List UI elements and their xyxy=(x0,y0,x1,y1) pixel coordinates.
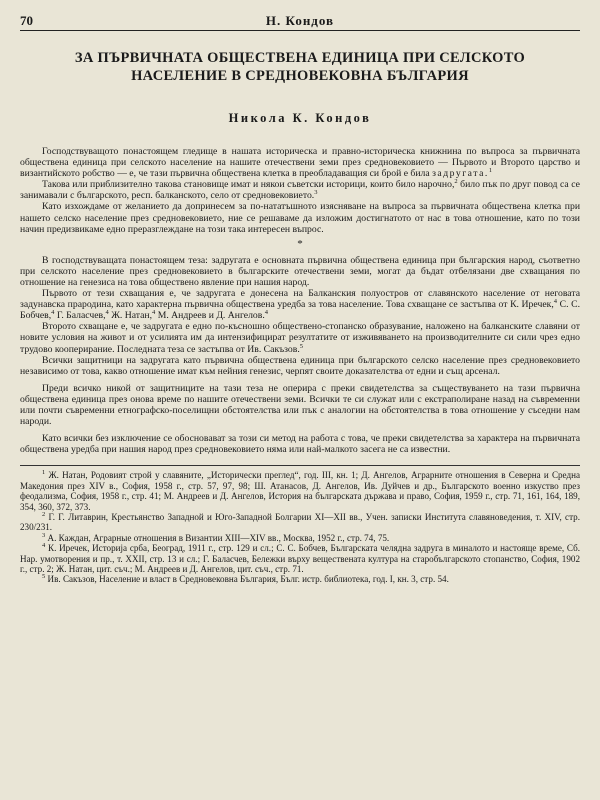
article-title-line-1: ЗА ПЪРВИЧНАТА ОБЩЕСТВЕНА ЕДИНИЦА ПРИ СЕЛСКОТО xyxy=(74,50,526,66)
paragraph-1: Господствуващото понастоящем гледище в нашата историческа и правно-историческа книжнина по въпроса за първичната обществена единица при селското население на нашите отечествени земи през средновековието — Първото и Второто царство и византийското робство — е, че тази първична обществена клетка в преобладаващия си брой е била задругата.$^1$ xyxy=(20,146,580,180)
footnote-ref: 4 xyxy=(51,308,55,316)
paragraph-2: Такова или приблизително такова становище имат и някои съветски историци, които било нарочно,$^2$ било пък по друг повод са се занимавали с българското, респ. балканското, село от средновековието.$^3$ xyxy=(20,178,580,202)
footnote-mark: 2 xyxy=(42,510,46,518)
article-title xyxy=(50,49,550,85)
footnote-ref: 4 xyxy=(105,308,109,316)
footnote-mark: 3 xyxy=(42,531,46,539)
paragraph-8: Преди всичко никой от защитниците на тази теза не оперира с преки свидетелства за съществуването на тази първична обществена единица през онова време по нашите отечествени земи. Всички те си служат или с екстраполиране назад на съвременни или почти съвременни етнографско-поселищни обстоятелства или пък с аналогии на обстоятелства в това отношение у съседни нам народи. xyxy=(20,382,580,428)
running-title: Н. Кондов xyxy=(265,13,335,28)
paragraph-4: В господствуващата понастоящем теза: задругата е основната първична обществена единица при българския народ, съответно при селското население през средновековието в българските отечествени земи, могат да бъдат отбелязани две схващания по отношение на генезиса на това обществено явление при нашия народ. xyxy=(20,254,580,288)
footnote-mark: 5 xyxy=(42,573,46,581)
page-number: 70 xyxy=(20,13,33,28)
footnote-2: $^2$ Г. Г. Литаврин, Крестьянство Западной и Юго-Западной Болгарии XI—XII вв., Учен. записки Института славяноведения, т. XIV, стр. 230/231. xyxy=(20,510,580,533)
paragraph-7: Всички защитници на задругата като първична обществена единица при българското селско население през средновековието независимо от това, какво отношение имат към нейния генезис, черпят своите доказателства от едни и същ арсенал. xyxy=(20,354,580,377)
paragraph-5: Първото от тези схващания е, че задругата е донесена на Балканския полуостров от славянското население от неговата задунавска прародина, като характерна първична обществена уредба за това население. Това схващане се застъпва от К. Иречек,$^4$ С. С. Бобчев,$^4$ Г. Баласчев,$^4$ Ж. Натан,$^4$ М. Андреев и Д. Ангелов.$^4$ xyxy=(20,288,580,322)
footnote-ref: 5 xyxy=(299,342,304,350)
footnote-3: $^3$ А. Каждан, Аграрные отношения в Византии XIII—XIV вв., Москва, 1952 г., стр. 74, 75. xyxy=(42,531,390,543)
footnote-ref: 4 xyxy=(553,297,558,305)
footnote-ref: 1 xyxy=(488,166,493,174)
footnote-ref: 2 xyxy=(454,178,458,186)
running-header xyxy=(20,10,580,31)
footnote-4: $^4$ К. Иречек, Историја срба, Београд, 1911 г., стр. 129 и сл.; С. С. Бобчев, Българската челядна задруга в миналото и настояще време, Сб. Нар. умотворения и пр., т. XXII, стр. 13 и сл.; Г. Баласчев, Бележки върху веществената култура на старобългарското стопанство, София, 1902 г., стр. 2; Ж. Натан, цит. съч.; М. Андреев и Д. Ангелов, цит. съч., стр. 71. xyxy=(20,542,580,574)
footnote-ref: 3 xyxy=(314,189,318,197)
paragraph-9: Като всички без изключение се обосновават за този си метод на работа с това, че преки свидетелства за характера на първичната обществена уредба при нашия народ през средновековието няма или най-малкото засега не са известни. xyxy=(20,433,580,456)
footnote-mark: 1 xyxy=(42,469,46,477)
article-title-line-2: НАСЕЛЕНИЕ В СРЕДНОВЕКОВНА БЪЛГАРИЯ xyxy=(131,68,469,84)
footnote-5: $^5$ Ив. Сакъзов, Население и власт в Средновековна България, Бълг. истр. библиотека, год. I, кн. 3, стр. 54. xyxy=(42,573,449,585)
paragraph-6: Второто схващане е, че задругата е едно по-късношно обществено-стопанско образувание, наложено на балканските славяни от новите условия на живот и от усилията им да интензифицират резултатите от изживяването на производителните си сили чрез едно трудово кооперирание. Последната теза се застъпва от Ив. Сакъзов.$^5$ xyxy=(20,321,580,355)
footnotes xyxy=(20,465,580,584)
article-body xyxy=(20,146,580,455)
footnote-mark: 4 xyxy=(42,542,46,550)
emphasized-term: задругата. xyxy=(432,168,489,180)
footnote-ref: 4 xyxy=(152,308,156,316)
footnote-1: $^1$ Ж. Натан, Родовият строй у славяните, „Исторически преглед“, год. III, кн. 1; Д. Ангелов, Аграрните отношения в Северна и Средна Македония през XIV в., София, 1958 г., стр. 57, 97, 98; Ш. Атанасов, Д. Ангелов, Ив. Дуйчев и др., Българското военно изкуство през феодализма, София, 1958 г., стр. 41; М. Андреев и Д. Ангелов, История на българската държава и право, София, 1959 г., стр. 71, 161, 164, 189, 354, 360, 372, 373. xyxy=(20,469,581,512)
section-separator: * xyxy=(297,237,303,250)
paragraph-3: Като изхождаме от желанието да допринесем за по-нататъшното изясняване на въпроса за първичната обществена клетка при нашето селско население през средновековието, ние се решаваме да изложим достигнатото от нас в това отношение, като по този начин предизвикаме едно преразглеждане на този така интересен въпрос. xyxy=(20,201,580,235)
footnote-ref: 4 xyxy=(264,308,269,316)
article-author: Никола К. Кондов xyxy=(228,111,372,125)
